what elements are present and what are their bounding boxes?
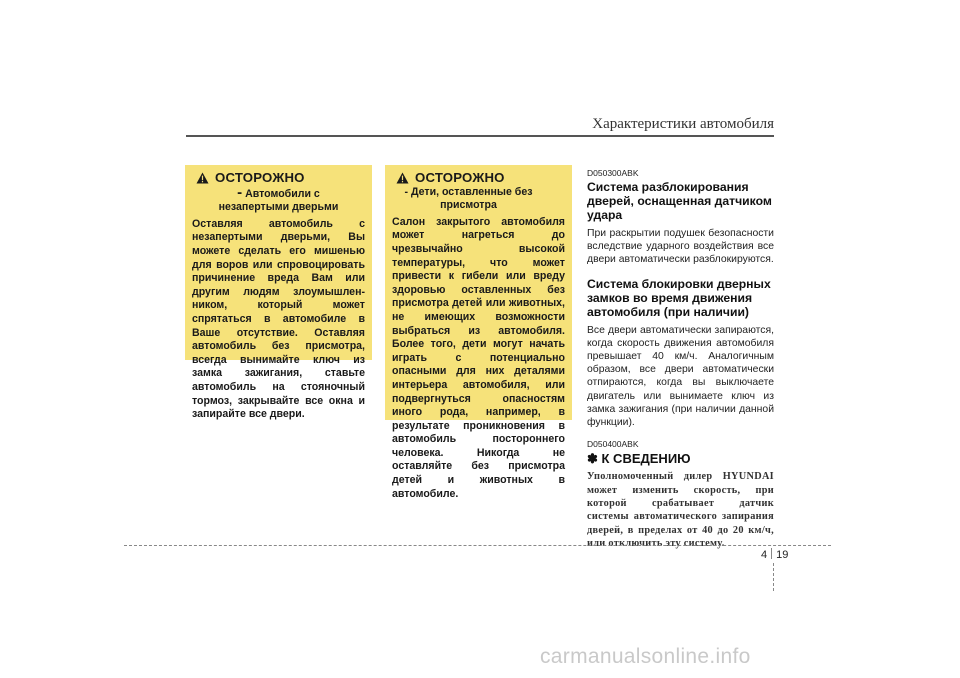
warning-triangle-icon [396,172,409,184]
chapter-number: 4 [761,549,768,561]
section-heading-speed-lock: Система блокировки дверных замков во время движения автомобиля (при наличии) [587,276,771,319]
warning-subtitle [192,183,365,215]
warning-subtitle-dash: - [237,183,243,201]
page-number-separator [771,548,772,559]
page-number-value: 19 [776,549,789,561]
warning-title: ОСТОРОЖНО [215,170,305,185]
page-header-title: Характеристики автомобиля [592,116,774,132]
section-body-speed-lock: Все двери автоматически запираются, когда скорость движения автомобиля превышает 40 км/ч. Аналогичным образом, все двери автоматически отпираются, когда вы выключаете двигатель или вынимаете ключ из замка зажигания (при наличии данной функции). [587,324,774,429]
section-heading-impact-unlock: Система разблокирования дверей, оснащенная датчиком удара [587,180,772,222]
warning-header [196,171,365,185]
section-code: D050300ABK [587,168,639,178]
warning-body: Оставляя автомобиль с незапертыми дверьми, Вы можете сделать его мишенью для воров или спровоцировать причинение вреда Вам или другим людям злоумышлен-ником, который может спрятаться в автомобиле в Ваше отсутствие. Оставляя автомобиль без присмотра, всегда вынимайте ключ из замка зажигания, ставьте автомобиль на стояночный тормоз, закрывайте все окна и запирайте все двери. [192,217,365,421]
footer-rule [124,545,831,546]
notice-title: ✽ К СВЕДЕНИЮ [587,451,691,467]
page-number [761,548,788,561]
section-body-impact-unlock: При раскрытии подушек безопасности вследствие ударного воздействия все двери автоматически разблокируются. [587,228,774,266]
warning-subtitle-text: Автомобили с незапертыми дверьми [218,187,339,214]
warning-title: ОСТОРОЖНО [415,170,505,185]
footer-vertical-rule [773,563,774,591]
warning-body: Салон закрытого автомобиля может нагреться до чрезвычайно высокой температуры, что может привести к гибели или вреду здоровью оставленных без присмотра детей или животных, не имеющих возможности выбраться из автомобиля. Более того, дети могут начать играть с потенциально опасными для них деталями интерьера автомобиля, или подвергнуться опасностям иного рода, например, в результате проникновения в автомобиль постороннего человека. Никогда не оставляйте без присмотра детей и животных в автомобиле. [392,215,565,500]
warning-triangle-icon [196,172,209,184]
warning-box-unlocked-doors [185,165,372,421]
warning-subtitle: - Дети, оставленные без присмотра [404,185,533,212]
watermark: carmanualsonline.info [540,645,751,668]
warning-header [396,171,565,185]
warning-box-children-unattended [385,165,572,500]
text-column [587,168,774,551]
notice-body: Уполномоченный дилер HYUNDAI может изменить скорость, при которой срабатывает датчик системы автоматического запирания дверей, в пределах от 40 до 20 км/ч, или отключить эту систему. [587,471,774,550]
header-rule [186,135,774,137]
notice-code: D050400ABK [587,439,639,450]
